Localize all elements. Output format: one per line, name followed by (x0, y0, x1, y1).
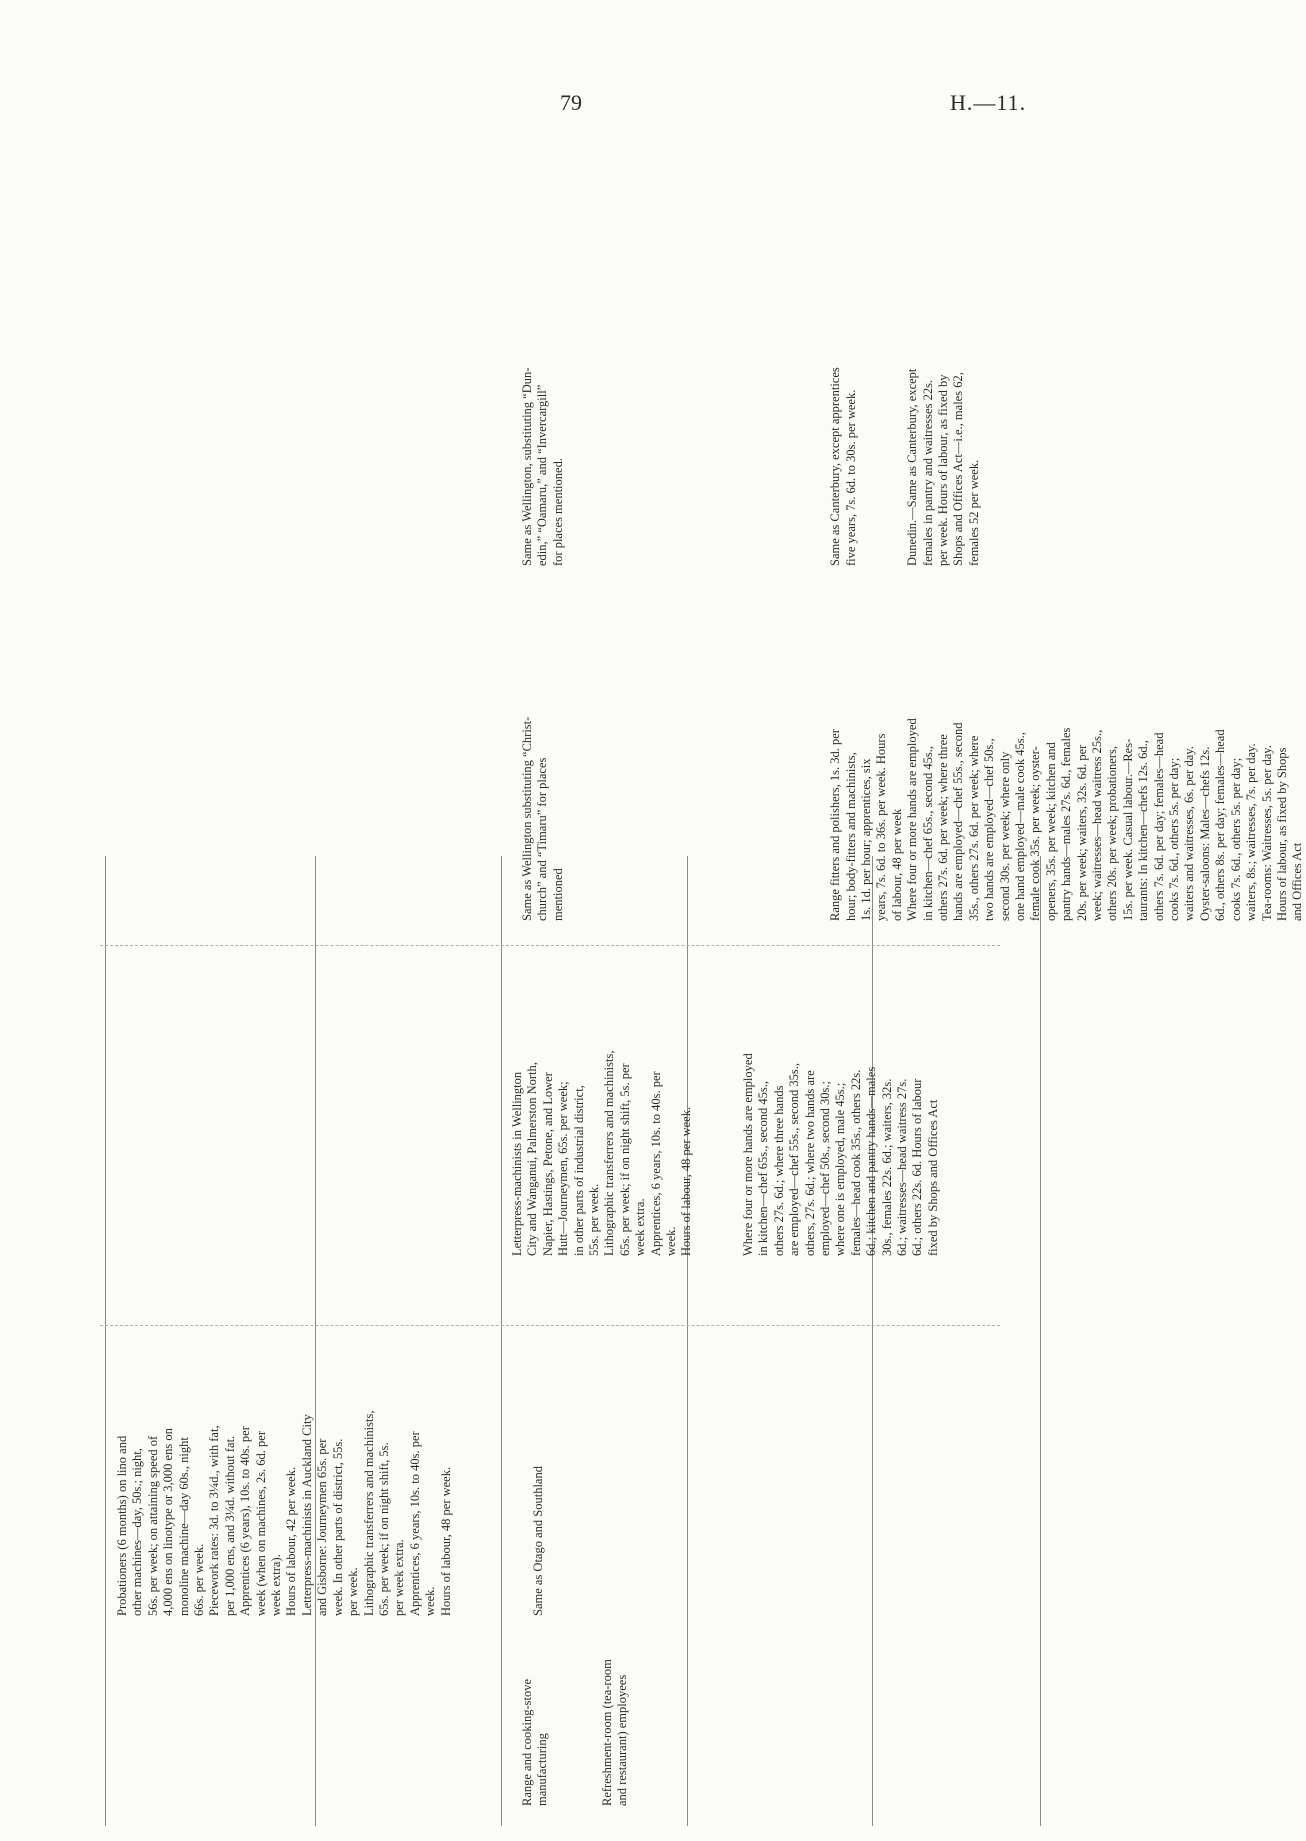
text-line: others 20s. per week; probationers, (1105, 746, 1120, 921)
text-line: Oyster-saloons: Males—chefs 12s. (1197, 746, 1212, 921)
column-auckland (115, 1411, 546, 1617)
industry-label-range (520, 1679, 551, 1806)
text-line: where one is employed, male 45s.; (833, 1082, 848, 1256)
text-line: per week extra. (392, 1539, 407, 1616)
text-line: of labour, 48 per week (889, 808, 904, 921)
text-line: in kitchen—chef 65s., second 45s., (920, 746, 935, 921)
text-line: week extra). (269, 1554, 284, 1616)
text-line: Where four or more hands are employed (740, 1053, 755, 1256)
column-divider (315, 856, 316, 1826)
text-line: edin,” “Oamaru,” and “Invercargill” (535, 384, 550, 566)
text-line: Shops and Offices Act—i.e., males 62, (951, 372, 966, 566)
text-line: 4,000 ens on linotype or 3,000 ens on (161, 1428, 176, 1616)
text-line (674, 717, 689, 921)
text-line (689, 367, 704, 566)
text-line: monoline machine—day 60s., night (176, 1437, 191, 1616)
text-line: other machines—day, 50s.; night, (130, 1448, 145, 1616)
text-line: 65s. per week; if on night shift, 5s. (376, 1442, 391, 1616)
text-line: week extra. (633, 1198, 648, 1256)
text-line: second 30s. per week; where only (997, 751, 1012, 921)
text-line (736, 717, 751, 921)
rotated-table (80, 126, 1305, 1826)
text-line: Probationers (6 months) on lino and (115, 1435, 129, 1616)
text-line (628, 367, 643, 566)
industry-line: and restaurant) employees (615, 1674, 630, 1806)
text-line: openers, 35s. per week; kitchen and (1043, 742, 1058, 921)
text-line (751, 717, 766, 921)
text-line: two hands are employed—chef 50s., (982, 738, 997, 921)
text-line: Same as Otago and Southland (530, 1466, 545, 1616)
text-line (597, 367, 612, 566)
text-line (813, 717, 828, 921)
text-line: church” and “Timaru” for places (535, 757, 550, 921)
column-otago (520, 367, 982, 566)
text-line: City and Wanganui, Palmerston North, (525, 1062, 540, 1256)
text-line: Same as Wellington substituting “Christ- (520, 716, 534, 921)
text-line (402, 1051, 417, 1257)
text-line (736, 367, 751, 566)
text-line: Letterpress-machinists in Auckland City (299, 1414, 314, 1616)
text-line (874, 367, 889, 566)
text-line: per week. Hours of labour, as fixed by (935, 374, 950, 566)
text-line (485, 1411, 500, 1617)
text-line: 6d., others 8s. per day; females—head (1213, 729, 1228, 921)
text-line (890, 367, 905, 566)
text-line: Apprentices (6 years), 10s. to 40s. per (238, 1426, 253, 1616)
text-line: and Gisborne: Journeymen 65s. per (315, 1438, 330, 1616)
text-line: waiters and waitresses, 6s. per day. (1182, 746, 1197, 921)
text-line: and Offices Act (1290, 842, 1305, 921)
text-line: 66s. per week. (192, 1543, 207, 1616)
text-line (566, 367, 581, 566)
text-line: Dunedin.—Same as Canterbury, except (905, 368, 920, 566)
text-line (797, 717, 812, 921)
row-divider (100, 945, 1000, 946)
text-line (689, 717, 704, 921)
text-line (582, 367, 597, 566)
text-line (726, 1051, 741, 1257)
text-line: others 27s. 6d.; where three hands (771, 1085, 786, 1256)
text-line (705, 367, 720, 566)
column-divider (1040, 856, 1041, 1826)
text-line: in other parts of industrial district, (571, 1085, 586, 1256)
column-divider (501, 856, 502, 1826)
text-line (417, 1051, 432, 1257)
text-line (387, 1051, 402, 1257)
text-line: 15s. per week. Casual labour.—Res- (1120, 738, 1135, 921)
text-line: 35s., others 27s. 6d. per week; where (966, 735, 981, 921)
column-divider (105, 856, 106, 1826)
text-line (705, 717, 720, 921)
text-line (494, 1051, 509, 1257)
column-wellington (325, 1051, 941, 1257)
text-line: females—head cook 35s., others 22s. (848, 1069, 863, 1256)
row-divider (100, 1325, 1000, 1326)
text-line (464, 1051, 479, 1257)
text-line (371, 1051, 386, 1257)
text-line (659, 367, 674, 566)
text-line (751, 367, 766, 566)
text-line: Same as Canterbury, except apprentices (828, 367, 843, 566)
text-line: week; waitresses—head waitress 25s., (1090, 729, 1105, 921)
text-line (356, 1051, 371, 1257)
text-line (566, 717, 581, 921)
text-line: fixed by Shops and Offices Act (925, 1099, 940, 1256)
text-line (767, 367, 782, 566)
text-line: Range fitters and polishers, 1s. 3d. per (828, 729, 843, 921)
text-line: are employed—chef 55s., second 35s., (787, 1063, 802, 1256)
text-line (767, 717, 782, 921)
text-line: years, 7s. 6d. to 36s. per week. Hours (874, 733, 889, 921)
text-line: 20s. per week; waiters, 32s. 6d. per (1074, 744, 1089, 921)
text-line (797, 367, 812, 566)
text-line: Napier, Hastings, Petone, and Lower (540, 1072, 555, 1256)
text-line: females 52 per week. (966, 459, 981, 566)
industry-label-refreshment (600, 1659, 631, 1806)
text-line: others 27s. 6d. per week; where three (935, 734, 950, 921)
text-line: others, 27s. 6d.; where two hands are (802, 1070, 817, 1256)
text-line (710, 1051, 725, 1257)
text-line: Hutt—Journeymen, 65s. per week; (556, 1081, 571, 1256)
text-line (628, 717, 643, 921)
text-line (643, 367, 658, 566)
text-line: cooks 7s. 6d., others 5s. per day; (1228, 757, 1243, 921)
text-line: 6d.; waitresses—head waitress 27s. (895, 1078, 910, 1256)
text-line: Apprentices, 6 years, 10s. to 40s. per (648, 1071, 663, 1256)
text-line: Piecework rates: 3d. to 3¼d., with fat, (207, 1425, 222, 1616)
text-line: pantry hands—males 27s. 6d., females (1059, 727, 1074, 921)
text-line (433, 1051, 448, 1257)
report-reference: H.—11. (950, 90, 1027, 115)
text-line: Where four or more hands are employed (905, 718, 920, 921)
text-line (720, 367, 735, 566)
column-divider (687, 856, 688, 1826)
text-line: 6d.; kitchen and pantry hands—males (864, 1066, 879, 1256)
text-line (674, 367, 689, 566)
text-line (500, 1411, 515, 1617)
text-line (612, 367, 627, 566)
text-line: hour; body-fitters and machinists, (843, 752, 858, 921)
text-line: Hours of labour, 42 per week. (284, 1466, 299, 1616)
text-line: in kitchen—chef 65s., second 45s., (756, 1081, 771, 1256)
text-line: Letterpress-machinists in Wellington (509, 1071, 524, 1256)
text-line (454, 1411, 469, 1617)
text-line: week. (423, 1586, 438, 1616)
text-line (325, 1051, 340, 1257)
text-line (582, 717, 597, 921)
text-line: five years, 7s. 6d. to 30s. per week. (843, 389, 858, 566)
text-line: taurants: In kitchen—chefs 12s. 6d., (1136, 740, 1151, 921)
text-line (597, 717, 612, 921)
text-line: mentioned (550, 868, 565, 921)
text-line: hands are employed—chef 55s., second (951, 722, 966, 921)
text-line (516, 1411, 531, 1617)
text-line: 56s. per week; on attaining speed of (145, 1435, 160, 1616)
text-line: female cook 35s. per week; oyster- (1028, 746, 1043, 921)
text-line: employed—chef 50s., second 30s.; (818, 1081, 832, 1256)
text-line: others 7s. 6d. per day; females—head (1151, 732, 1166, 921)
text-line (340, 1051, 355, 1257)
text-line: 6d.; others 22s. 6d. Hours of labour (910, 1078, 925, 1256)
industry-line: Refreshment-room (tea-room (600, 1659, 614, 1806)
text-line: week (when on machines, 2s. 6d. per (253, 1430, 268, 1616)
text-line: one hand employed—male cook 45s., (1013, 732, 1027, 921)
industry-line: Range and cooking-stove (520, 1678, 534, 1806)
text-line (643, 717, 658, 921)
text-line: Lithographic transferrers and machinists, (602, 1050, 617, 1256)
column-canterbury (520, 717, 1306, 921)
text-line: 1s. 1d. per hour; apprentices, six (858, 758, 873, 921)
text-line: females in pantry and waitresses 22s. (920, 379, 935, 566)
text-line (720, 717, 735, 921)
text-line (813, 367, 828, 566)
text-line: week. In other parts of district, 55s. (330, 1438, 345, 1616)
text-line (612, 717, 627, 921)
text-line (782, 367, 797, 566)
text-line: for places mentioned. (550, 458, 565, 566)
text-line: per week. (346, 1567, 361, 1616)
text-line: week. (663, 1226, 678, 1256)
text-line (859, 367, 874, 566)
text-line (448, 1051, 463, 1257)
text-line: Same as Wellington, substituting “Dun- (520, 367, 534, 566)
text-line: Tea-rooms: Waitresses, 5s. per day. (1259, 745, 1274, 921)
text-line: Hours of labour, as fixed by Shops (1274, 747, 1289, 921)
text-line: Apprentices, 6 years, 10s. to 40s. per (407, 1431, 422, 1616)
text-line (695, 1051, 710, 1257)
industry-line: manufacturing (535, 1733, 550, 1806)
text-line: Hours of labour, 48 per week. (438, 1466, 453, 1616)
text-line: 30s., females 22s. 6d.; waiters, 32s. (879, 1078, 894, 1256)
text-line: per 1,000 ens, and 3¼d. without fat. (222, 1435, 237, 1616)
text-line: Hours of labour, 48 per week. (679, 1106, 694, 1256)
text-line: Lithographic transferrers and machinists, (361, 1410, 376, 1616)
column-divider (872, 856, 873, 1826)
text-line: cooks 7s. 6d., others 5s. per day; (1167, 757, 1182, 921)
page-number: 79 (560, 90, 582, 115)
text-line (479, 1051, 494, 1257)
text-line (782, 717, 797, 921)
text-line (659, 717, 674, 921)
text-line (469, 1411, 484, 1617)
text-line: 55s. per week. (586, 1183, 601, 1256)
text-line: waiters, 8s.; waitresses, 7s. per day. (1244, 743, 1259, 921)
text-line: 65s. per week; if on night shift, 5s. per (617, 1063, 632, 1256)
